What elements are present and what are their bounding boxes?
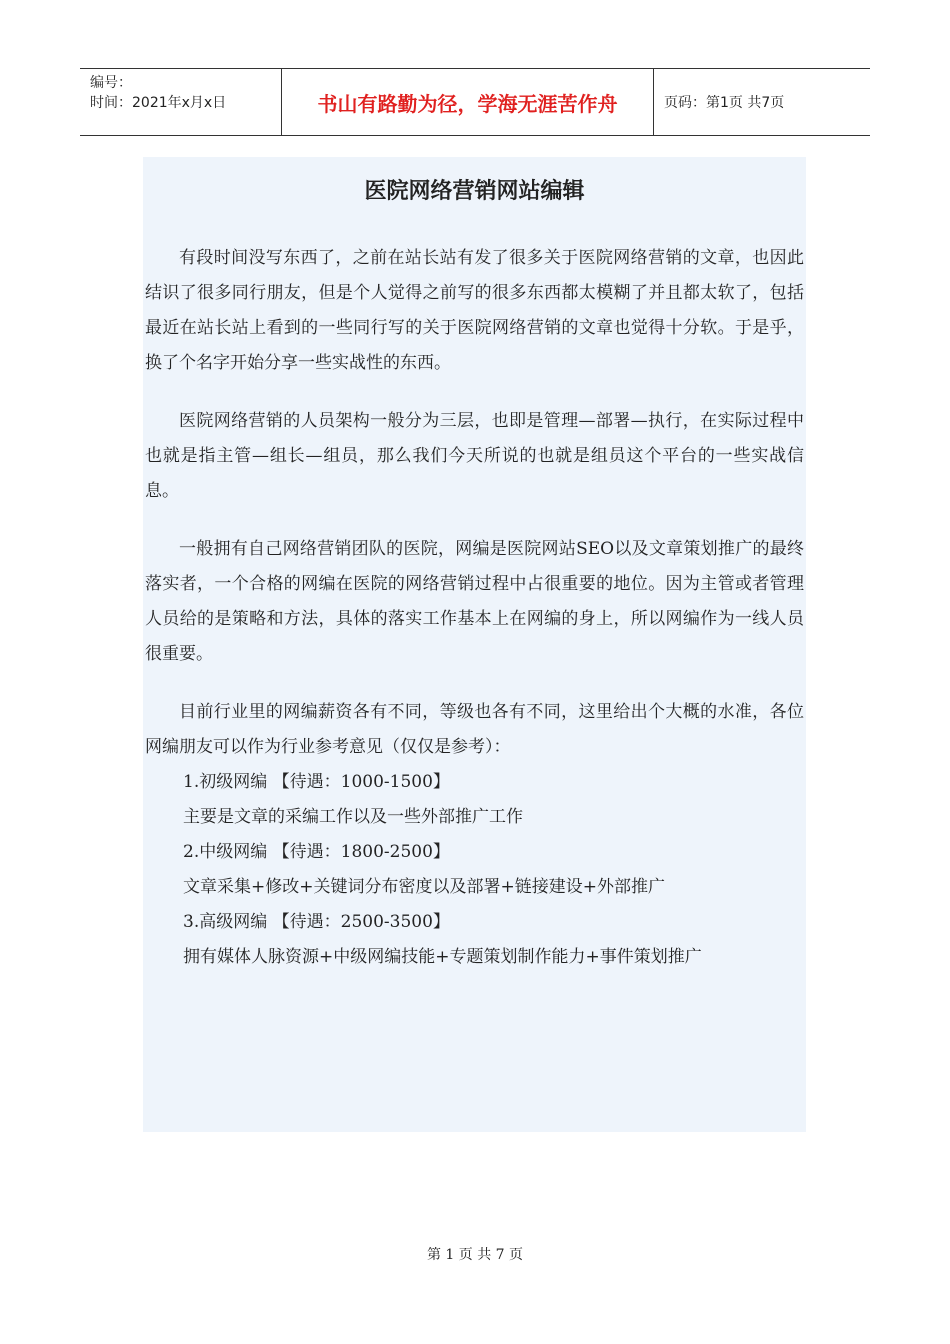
level-description: 主要是文章的采编工作以及一些外部推广工作 bbox=[183, 807, 523, 827]
paragraph: 一般拥有自己网络营销团队的医院，网编是医院网站SEO以及文章策划推广的最终落实者，一个合格的网编在医院的网络营销过程中占很重要的地位。因为主管或者管理人员给的是策略和方法，具体的落实工作基本上在网编的身上，所以网编作为一线人员很重要。 bbox=[145, 539, 804, 664]
paragraph: 医院网络营销的人员架构一般分为三层，也即是管理—部署—执行，在实际过程中也就是指主管—组长—组员，那么我们今天所说的也就是组员这个平台的一些实战信息。 bbox=[145, 411, 804, 501]
header-meta bbox=[80, 69, 282, 135]
paragraph: 有段时间没写东西了，之前在站长站有发了很多关于医院网络营销的文章，也因此结识了很多同行朋友，但是个人觉得之前写的很多东西都太模糊了并且都太软了，包括最近在站长站上看到的一些同行写的关于医院网络营销的文章也觉得十分软。于是乎，换了个名字开始分享一些实战性的东西。 bbox=[145, 248, 804, 373]
level-description: 拥有媒体人脉资源+中级网编技能+专题策划制作能力+事件策划推广 bbox=[183, 947, 702, 967]
paragraph: 目前行业里的网编薪资各有不同，等级也各有不同，这里给出个大概的水准，各位网编朋友可以作为行业参考意见（仅仅是参考）： bbox=[145, 702, 804, 757]
time-label: 时间：2021年x月x日 bbox=[90, 95, 227, 111]
page-footer: 第 1 页 共 7 页 bbox=[426, 1247, 524, 1263]
header-motto: 书山有路勤为径，学海无涯苦作舟 bbox=[282, 69, 654, 135]
document-header bbox=[80, 68, 870, 136]
article-title: 医院网络营销网站编辑 bbox=[364, 178, 585, 204]
level-heading: 1.初级网编 【待遇：1000-1500】 bbox=[183, 772, 450, 792]
header-page-info: 页码：第1页 共7页 bbox=[664, 95, 785, 111]
number-label: 编号： bbox=[90, 75, 132, 91]
level-heading: 3.高级网编 【待遇：2500-3500】 bbox=[183, 912, 450, 932]
level-heading: 2.中级网编 【待遇：1800-2500】 bbox=[183, 842, 450, 862]
level-description: 文章采集+修改+关键词分布密度以及部署+链接建设+外部推广 bbox=[183, 877, 665, 897]
article-body bbox=[143, 157, 806, 1132]
